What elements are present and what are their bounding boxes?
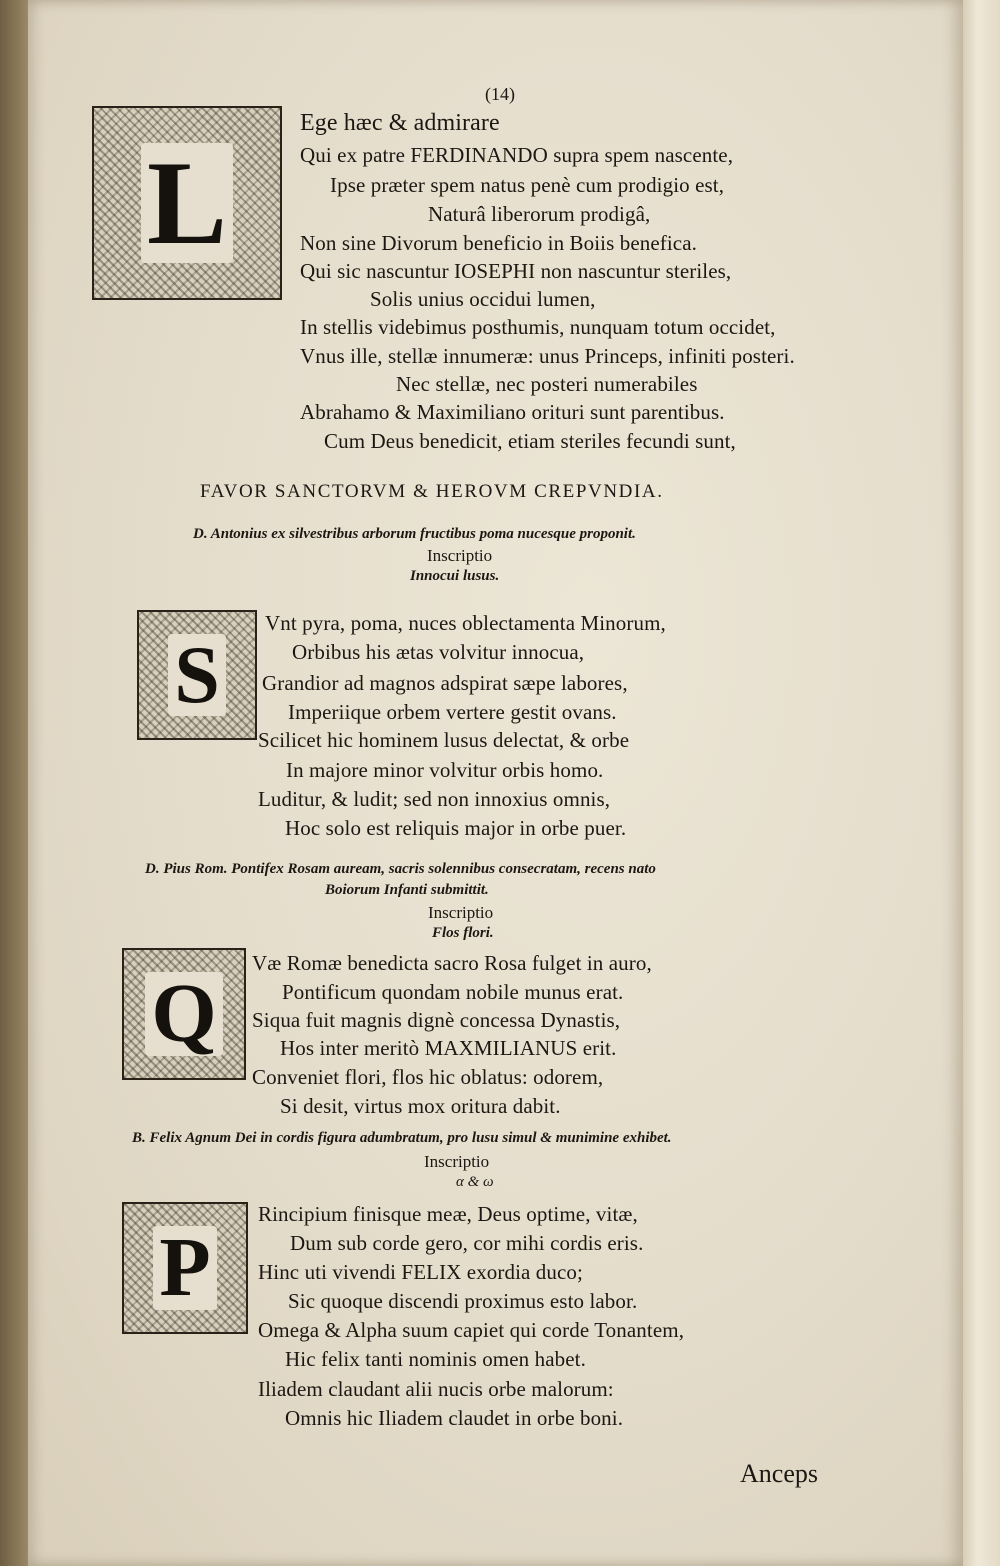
emblem-caption: B. Felix Agnum Dei in cordis figura adumbratum, pro lusu simul & munimine exhibet. [132, 1130, 672, 1146]
verse-line: Conveniet flori, flos hic oblatus: odorem, [252, 1065, 604, 1089]
decorated-initial-q [122, 948, 246, 1080]
verse-line: Hos inter meritò MAXMILIANUS erit. [280, 1036, 617, 1060]
verse-line: In stellis videbimus posthumis, nunquam totum occidet, [300, 315, 776, 339]
verse-line: Nec stellæ, nec posteri numerabiles [396, 372, 698, 396]
emblem-motto: Flos flori. [432, 925, 494, 941]
verse-line: Vnt pyra, poma, nuces oblectamenta Minorum, [265, 611, 666, 635]
emblem-motto: Innocui lusus. [410, 568, 500, 584]
verse-line: Dum sub corde gero, cor mihi cordis eris. [290, 1231, 644, 1255]
verse-line: Vnus ille, stellæ innumeræ: unus Princeps, infiniti posteri. [300, 344, 795, 368]
verse-line: Ipse præter spem natus penè cum prodigio est, [330, 173, 725, 197]
decorated-initial-l [92, 106, 282, 300]
book-gutter [0, 0, 28, 1566]
emblem-caption-continued: Boiorum Infanti submittit. [325, 882, 489, 898]
decorated-initial-p [122, 1202, 248, 1334]
verse-line: Siqua fuit magnis dignè concessa Dynastis, [252, 1008, 621, 1032]
section-heading: FAVOR SANCTORVM & HEROVM CREPVNDIA. [200, 481, 664, 502]
verse-line: Solis unius occidui lumen, [370, 287, 596, 311]
verse-line: Hic felix tanti nominis omen habet. [285, 1347, 586, 1371]
initial-letter: S [168, 634, 226, 716]
verse-line: Luditur, & ludit; sed non innoxius omnis, [258, 787, 611, 811]
verse-line: Væ Romæ benedicta sacro Rosa fulget in auro, [252, 951, 652, 975]
verse-line: Si desit, virtus mox oritura dabit. [280, 1094, 561, 1118]
verse-line: Omega & Alpha suum capiet qui corde Tonantem, [258, 1318, 685, 1342]
verse-line: Orbibus his ætas volvitur innocua, [292, 640, 585, 664]
page-number: (14) [485, 84, 515, 104]
next-page-edge [963, 0, 1000, 1566]
verse-line: Ege hæc & admirare [300, 110, 500, 136]
verse-line: Grandior ad magnos adspirat sæpe labores, [262, 671, 628, 695]
verse-line: Naturâ liberorum prodigâ, [428, 202, 651, 226]
initial-letter: Q [145, 972, 222, 1056]
catchword: Anceps [740, 1459, 818, 1488]
verse-line: In majore minor volvitur orbis homo. [286, 758, 604, 782]
verse-line: Scilicet hic hominem lusus delectat, & orbe [258, 728, 630, 752]
decorated-initial-s [137, 610, 257, 740]
verse-line: Hoc solo est reliquis major in orbe puer. [285, 816, 627, 840]
inscriptio-label: Inscriptio [424, 1152, 490, 1171]
emblem-caption: D. Pius Rom. Pontifex Rosam auream, sacris solennibus consecratam, recens nato [145, 861, 656, 877]
verse-line: Rincipium finisque meæ, Deus optime, vitæ, [258, 1202, 638, 1226]
verse-line: Qui ex patre FERDINANDO supra spem nascente, [300, 143, 734, 167]
verse-line: Iliadem claudant alii nucis orbe malorum: [258, 1377, 614, 1401]
verse-line: Sic quoque discendi proximus esto labor. [288, 1289, 638, 1313]
verse-line: Cum Deus benedicit, etiam steriles fecundi sunt, [324, 429, 736, 453]
verse-line: Abrahamo & Maximiliano orituri sunt parentibus. [300, 400, 725, 424]
emblem-motto: α & ω [456, 1174, 494, 1190]
inscriptio-label: Inscriptio [428, 903, 494, 922]
verse-line: Omnis hic Iliadem claudet in orbe boni. [285, 1406, 624, 1430]
verse-line: Non sine Divorum beneficio in Boiis benefica. [300, 231, 697, 255]
verse-line: Qui sic nascuntur IOSEPHI non nascuntur steriles, [300, 259, 732, 283]
initial-letter: L [141, 143, 233, 263]
verse-line: Hinc uti vivendi FELIX exordia duco; [258, 1260, 583, 1284]
verse-line: Imperiique orbem vertere gestit ovans. [288, 700, 617, 724]
verse-line: Pontificum quondam nobile munus erat. [282, 980, 624, 1004]
inscriptio-label: Inscriptio [427, 546, 493, 565]
emblem-caption: D. Antonius ex silvestribus arborum fructibus poma nucesque proponit. [193, 526, 636, 542]
initial-letter: P [153, 1226, 216, 1310]
